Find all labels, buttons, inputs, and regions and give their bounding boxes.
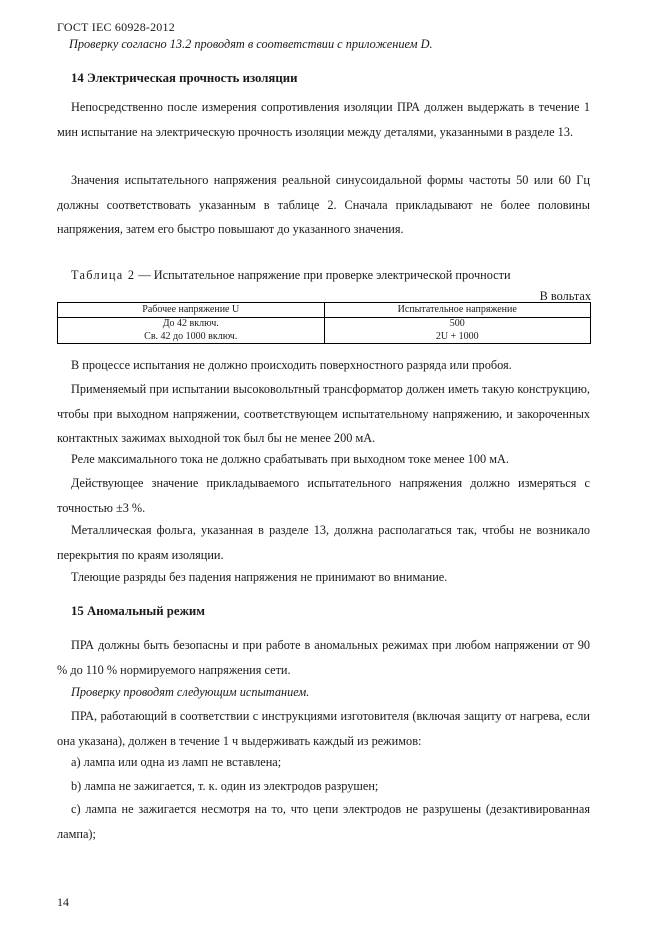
table-header-cell [324,303,591,318]
header-working-voltage: Рабочее напряжение U [142,303,240,315]
section-15-paragraph-3: ПРА, работающий в соответствии с инструкциями изготовителя (включая защиту от нагрева, если она указана), должен в течение 1 ч выдерживать каждый из режимов: [57,709,590,748]
table-header-row [58,303,591,318]
table-header-cell [58,303,325,318]
paragraph-no-breakdown: В процессе испытания не должно происходить поверхностного разряда или пробоя. [71,358,512,372]
voltage-table [57,302,591,344]
paragraph-relay: Реле максимального тока не должно срабатывать при выходном токе менее 100 мА. [71,452,509,466]
table-caption-label: Таблица 2 [71,268,136,282]
page-number: 14 [57,895,69,909]
section-15-paragraph-1: ПРА должны быть безопасны и при работе в аномальных режимах при любом напряжении от 90 % до 110 % нормируемого напряжения сети. [57,638,590,677]
section-15-title: 15 Аномальный режим [71,604,205,618]
list-item-a: а) лампа или одна из ламп не вставлена; [71,755,282,769]
standard-header: ГОСТ IEC 60928-2012 [57,20,175,34]
table-caption [71,268,511,283]
table-cell-working-voltage [58,318,325,344]
list-item-c: с) лампа не зажигается несмотря на то, что цепи электродов не разрушены (дезактивированная лампа); [57,802,590,841]
test-voltage-row-1: 500 [449,318,465,329]
intro-note: Проверку согласно 13.2 проводят в соответствии с приложением D. [69,37,433,51]
list-item-b: b) лампа не зажигается, т. к. один из электродов разрушен; [71,779,379,793]
table-cell-test-voltage [324,318,591,344]
working-voltage-row-1: До 42 включ. [162,318,219,329]
section-14-title: 14 Электрическая прочность изоляции [71,71,298,85]
paragraph-transformer: Применяемый при испытании высоковольтный трансформатор должен иметь такую конструкцию, чтобы при выходном напряжении, соответствующем испытательному напряжению, и закороченных контактных зажимах выходной ток был бы не менее 200 мА. [57,382,590,446]
test-voltage-row-2: 2U + 1000 [435,330,479,342]
table-caption-text: — Испытательное напряжение при проверке электрической прочности [135,268,511,282]
section-14-paragraph-2: Значения испытательного напряжения реальной синусоидальной формы частоты 50 или 60 Гц должны соответствовать указанным в таблице 2. Сначала прикладывают не более половины напряжения, затем его быстро повышают до указанного значения. [57,173,590,237]
working-voltage-row-2: Св. 42 до 1000 включ. [144,330,238,342]
header-test-voltage: Испытательное напряжение [397,303,517,315]
section-14-paragraph-1: Непосредственно после измерения сопротивления изоляции ПРА должен выдержать в течение 1 мин испытание на электрическую прочность изоляции между деталями, указанными в разделе 13. [57,100,590,139]
paragraph-accuracy: Действующее значение прикладываемого испытательного напряжения должно измеряться с точностью ±3 %. [57,476,590,515]
section-15-test-note: Проверку проводят следующим испытанием. [71,685,310,699]
paragraph-foil: Металлическая фольга, указанная в разделе 13, должна располагаться так, чтобы не возникало перекрытия по краям изоляции. [57,523,590,562]
table-units: В вольтах [539,289,591,303]
paragraph-glow: Тлеющие разряды без падения напряжения не принимают во внимание. [71,570,448,584]
table-row [58,318,591,344]
